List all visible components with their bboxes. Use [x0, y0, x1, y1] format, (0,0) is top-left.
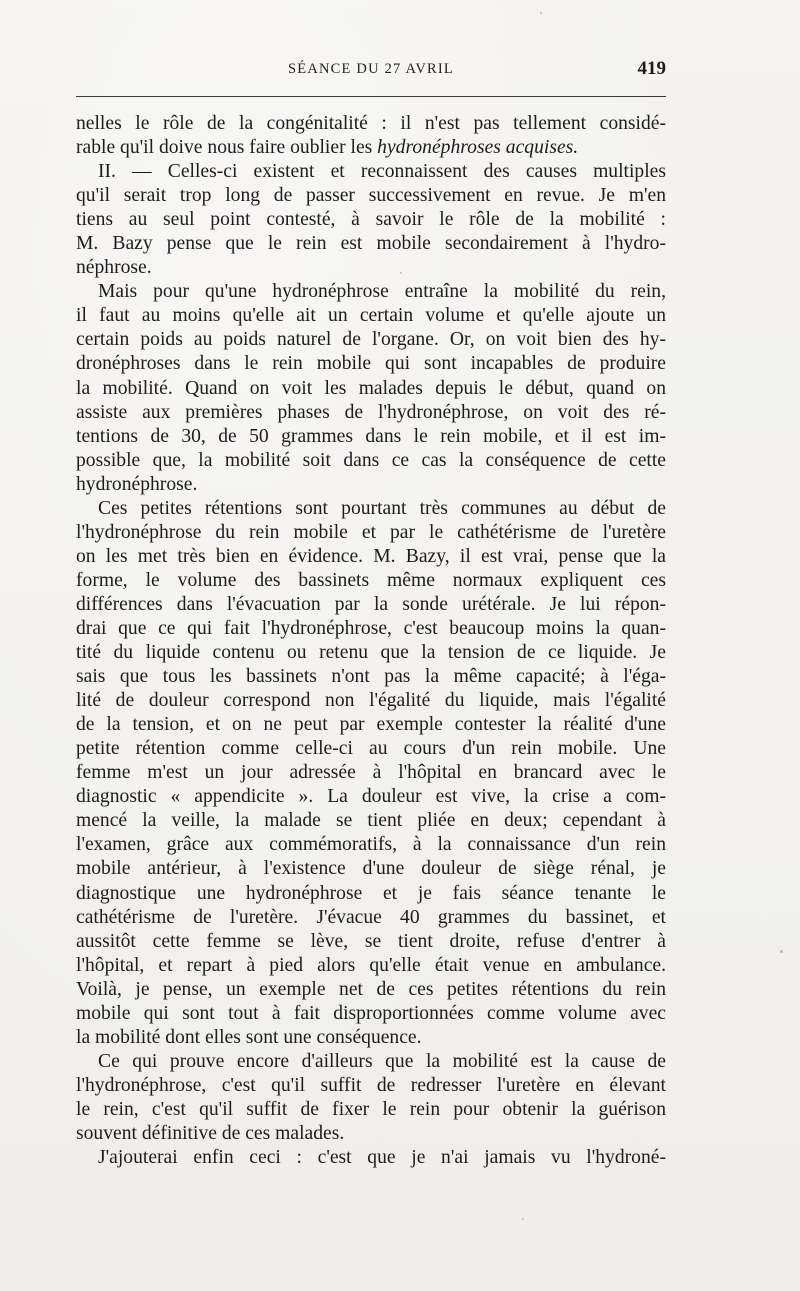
paper-speck [400, 272, 402, 274]
text-line: Ce qui prouve encore d'ailleurs que la mobilité est la cause de [98, 1050, 666, 1072]
text-line: tiens au seul point contesté, à savoir le rôle de la mobilité : [76, 209, 666, 231]
text-line: tité du liquide contenu ou retenu que la tension de ce liquide. Je [76, 642, 666, 664]
paper-speck [540, 12, 542, 14]
paragraph [76, 280, 666, 496]
text-line: mobile antérieur, à l'existence d'une douleur de siège rénal, je [76, 858, 666, 880]
paper-speck [780, 950, 783, 953]
text-line: l'hydronéphrose, c'est qu'il suffit de redresser l'uretère en élevant [76, 1074, 666, 1096]
text-line: Ces petites rétentions sont pourtant très communes au début de [98, 497, 666, 519]
text-line: l'hôpital, et repart à pied alors qu'elle était venue en ambulance. [76, 954, 666, 976]
text-line: il faut au moins qu'elle ait un certain volume et qu'elle ajoute un [76, 305, 666, 327]
text-line: M. Bazy pense que le rein est mobile secondairement à l'hydro- [76, 233, 666, 255]
text-line: souvent définitive de ces malades. [76, 1122, 345, 1144]
text-line: nelles le rôle de la congénitalité : il n'est pas tellement considé- [76, 113, 666, 134]
paragraph [76, 112, 666, 280]
text-line: la mobilité. Quand on voit les malades depuis le début, quand on [76, 377, 666, 399]
paragraph [76, 1050, 666, 1146]
text-line: II. — Celles-ci existent et reconnaissent des causes multiples [98, 161, 666, 183]
text-line: néphrose. [76, 257, 152, 279]
running-head [76, 58, 666, 82]
text-line: lité de douleur correspond non l'égalité du liquide, mais l'égalité [76, 690, 666, 712]
page-number: 419 [637, 58, 666, 79]
text-line: cathétérisme de l'uretère. J'évacue 40 grammes du bassinet, et [76, 906, 666, 928]
text-line: certain poids au poids naturel de l'organe. Or, on voit bien des hy- [76, 329, 666, 351]
text-line: mobile qui sont tout à fait disproportionnées comme volume avec [76, 1002, 666, 1024]
header-rule [76, 96, 666, 97]
paper-speck [522, 1218, 524, 1220]
text-line: sais que tous les bassinets n'ont pas la même capacité; à l'éga- [76, 666, 666, 688]
text-line: on les met très bien en évidence. M. Bazy, il est vrai, pense que la [76, 545, 666, 567]
text-line: possible que, la mobilité soit dans ce cas la conséquence de cette [76, 449, 666, 471]
text-line: femme m'est un jour adressée à l'hôpital en brancard avec le [76, 762, 666, 784]
text-line: drai que ce qui fait l'hydronéphrose, c'est beaucoup moins la quan- [76, 617, 666, 639]
text-line: forme, le volume des bassinets même normaux expliquent ces [76, 569, 666, 591]
text-line: Voilà, je pense, un exemple net de ces petites rétentions du rein [76, 978, 666, 1000]
text-line: tentions de 30, de 50 grammes dans le rein mobile, et il est im- [76, 425, 666, 447]
text-line: qu'il serait trop long de passer successivement en revue. Je m'en [76, 185, 666, 207]
text-line: diagnostique une hydronéphrose et je fais séance tenante le [76, 882, 666, 904]
paragraph [76, 497, 666, 1050]
text-line: diagnostic « appendicite ». La douleur est vive, la crise a com- [76, 786, 666, 808]
text-fragment: rable qu'il doive nous faire oublier les [76, 137, 378, 159]
text-line: dronéphroses dans le rein mobile qui sont incapables de produire [76, 353, 666, 375]
text-line: le rein, c'est qu'il suffit de fixer le rein pour obtenir la guérison [76, 1098, 666, 1120]
text-line: assiste aux premières phases de l'hydronéphrose, on voit des ré- [76, 401, 666, 423]
text-line: Mais pour qu'une hydronéphrose entraîne la mobilité du rein, [98, 281, 666, 303]
text-line: hydronéphrose. [76, 473, 198, 495]
running-title: SÉANCE DU 27 AVRIL [288, 61, 454, 77]
text-line: différences dans l'évacuation par la sonde urétérale. Je lui répon- [76, 593, 666, 615]
text-line: aussitôt cette femme se lève, se tient droite, refuse d'entrer à [76, 930, 666, 952]
text-line: de la tension, et on ne peut par exemple contester la réalité d'une [76, 714, 666, 736]
text-line: mencé la veille, la malade se tient pliée en deux; cependant à [76, 810, 666, 832]
text-line: petite rétention comme celle-ci au cours d'un rein mobile. Une [76, 738, 666, 760]
text-line: J'ajouterai enfin ceci : c'est que je n'ai jamais vu l'hydroné- [98, 1147, 666, 1169]
text-line: l'examen, grâce aux commémoratifs, à la connaissance d'un rein [76, 834, 666, 856]
italic-phrase: hydronéphroses acquises. [377, 137, 579, 159]
paragraph [76, 1146, 666, 1170]
body-text [76, 112, 666, 1170]
text-line: l'hydronéphrose du rein mobile et par le cathétérisme de l'uretère [76, 521, 666, 543]
text-line [76, 136, 666, 160]
text-line: la mobilité dont elles sont une conséquence. [76, 1026, 422, 1048]
